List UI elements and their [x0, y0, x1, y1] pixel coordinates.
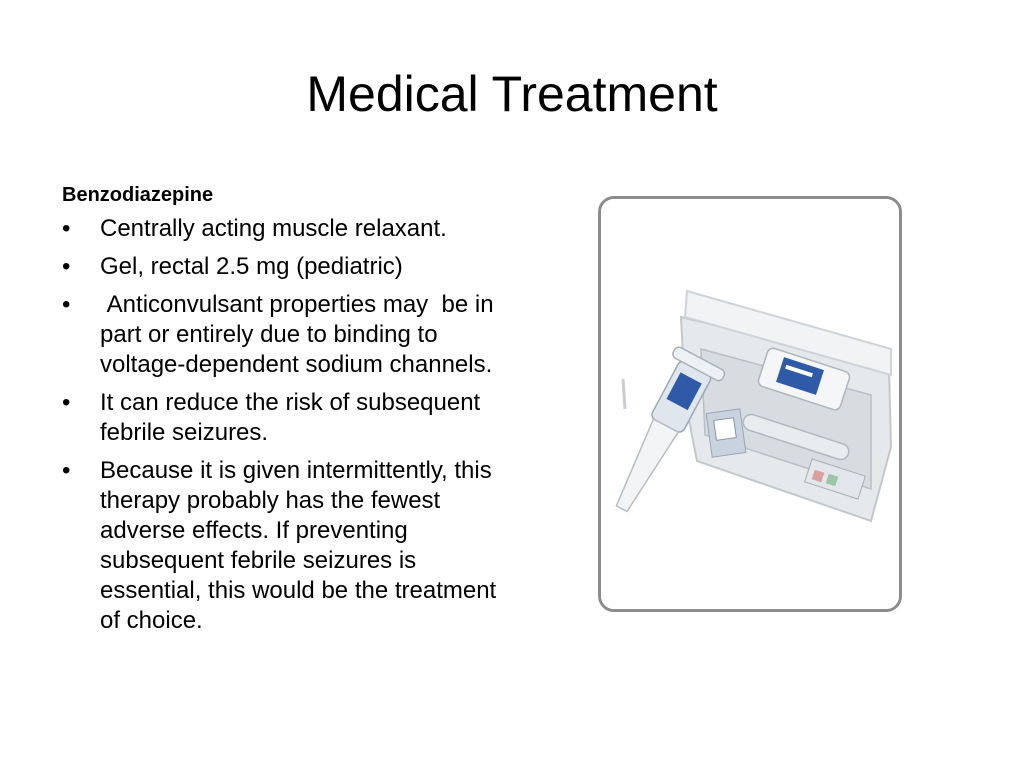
bullet-text: Because it is given intermittently, this therapy probably has the fewest adverse effects. If preventing subsequent febrile seizures is essential, this would be the treatment of choice.: [100, 457, 503, 634]
bullet-text: Anticonvulsant properties may be in part or entirely due to binding to voltage-dependent sodium channels.: [100, 291, 501, 378]
list-item: [62, 456, 502, 636]
product-photo-frame: [598, 196, 902, 612]
bullet-text: Centrally acting muscle relaxant.: [100, 215, 447, 242]
list-item: [62, 252, 502, 282]
bullet-text: It can reduce the risk of subsequent febrile seizures.: [100, 389, 487, 446]
bullet-glyph: •: [62, 389, 71, 416]
bullet-glyph: •: [62, 457, 71, 484]
list-item: [62, 214, 502, 244]
bullet-glyph: •: [62, 253, 71, 280]
list-item: [62, 290, 502, 380]
slide-title: Medical Treatment: [306, 66, 718, 122]
diazepam-rectal-gel-package-image: [601, 199, 899, 609]
list-item: [62, 388, 502, 448]
bullet-glyph: •: [62, 215, 71, 242]
bullet-glyph: •: [62, 291, 71, 318]
bullet-list: [62, 214, 502, 644]
subheading: Benzodiazepine: [62, 184, 214, 206]
bullet-text: Gel, rectal 2.5 mg (pediatric): [100, 253, 403, 280]
